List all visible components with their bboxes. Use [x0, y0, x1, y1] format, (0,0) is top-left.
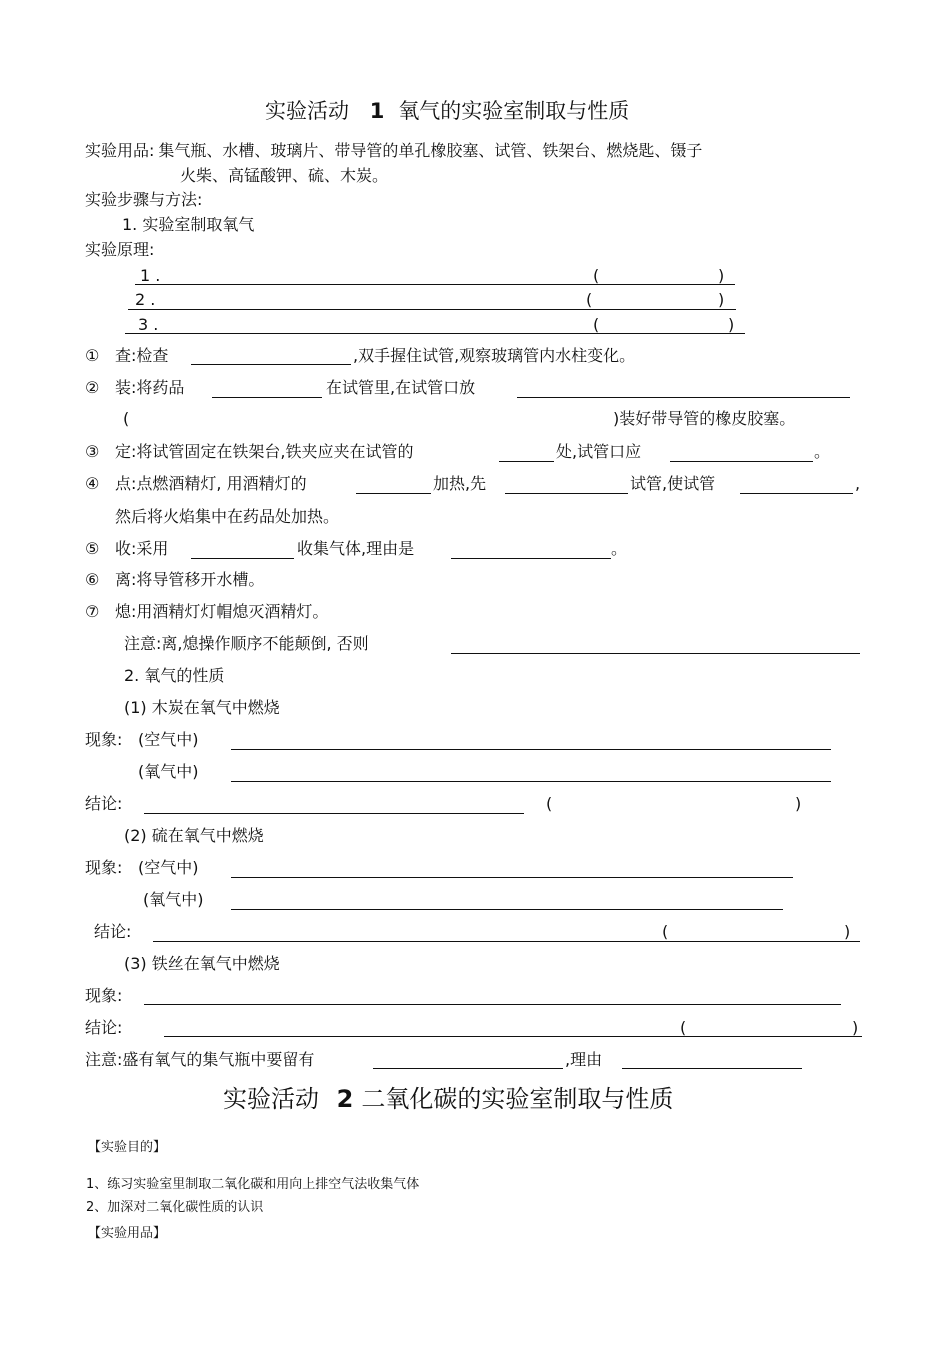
- step-1-text-b: ,双手握住试管,观察玻璃管内水柱变化。: [353, 346, 636, 365]
- step-2-text-c: )装好带导管的橡皮胶塞。: [613, 409, 796, 428]
- answer-blank[interactable]: [212, 397, 322, 398]
- phenomenon-label: 现象:: [85, 730, 123, 749]
- sub-heading-charcoal: (1) 木炭在氧气中燃烧: [124, 698, 280, 717]
- principle-item-1: 1 .: [140, 266, 161, 285]
- answer-blank[interactable]: [373, 1068, 563, 1069]
- paren-close: ): [795, 794, 802, 813]
- materials-line-1: [85, 141, 702, 161]
- title-prefix: 实验活动: [223, 1085, 319, 1113]
- title-text: 氧气的实验室制取与性质: [398, 99, 630, 123]
- answer-blank[interactable]: [191, 558, 294, 559]
- paren-open: (: [546, 794, 553, 813]
- answer-blank[interactable]: [231, 877, 793, 878]
- steps-label: 实验步骤与方法:: [85, 190, 203, 209]
- step-4-marker: ④: [85, 474, 100, 493]
- answer-blank[interactable]: [505, 493, 628, 494]
- title-activity-1: [265, 98, 629, 124]
- sub-heading-sulfur: (2) 硫在氧气中燃烧: [124, 826, 264, 845]
- answer-blank[interactable]: [153, 941, 860, 942]
- answer-blank[interactable]: [144, 1004, 841, 1005]
- step-2-text: 装:将药品: [115, 378, 185, 397]
- in-oxygen-label: (氧气中): [138, 762, 199, 781]
- principle-label: 实验原理:: [85, 240, 155, 259]
- step-5-text-b: 收集气体,理由是: [297, 539, 415, 558]
- answer-blank[interactable]: [499, 461, 554, 462]
- materials-label: 实验用品:: [85, 141, 155, 160]
- answer-blank[interactable]: [622, 1068, 802, 1069]
- step-4-text-c: 试管,使试管: [630, 474, 716, 493]
- purpose-heading: 【实验目的】: [88, 1140, 167, 1155]
- step-3-text-c: 。: [814, 442, 831, 461]
- phenomenon-label: 现象:: [85, 858, 123, 877]
- in-air-label: (空气中): [138, 730, 199, 749]
- step-4-text: 点:点燃酒精灯, 用酒精灯的: [115, 474, 307, 493]
- sub-heading-iron: (3) 铁丝在氧气中燃烧: [124, 954, 280, 973]
- step-4-text-b: 加热,先: [433, 474, 487, 493]
- principle-item-2: 2 .: [135, 290, 156, 309]
- section-heading-1: 1. 实验室制取氧气: [122, 215, 255, 234]
- step-2-text-b: 在试管里,在试管口放: [326, 378, 476, 397]
- answer-blank[interactable]: [128, 309, 736, 310]
- answer-blank[interactable]: [164, 1036, 862, 1037]
- answer-blank[interactable]: [451, 558, 611, 559]
- step-3-text-b: 处,试管口应: [556, 442, 642, 461]
- paren-open: (: [593, 266, 600, 285]
- paren-open: (: [662, 922, 669, 941]
- conclusion-label: 结论:: [85, 1018, 123, 1037]
- paren-close: ): [852, 1018, 859, 1037]
- answer-blank[interactable]: [191, 364, 351, 365]
- paren-close: ): [844, 922, 851, 941]
- step-6-marker: ⑥: [85, 570, 100, 589]
- answer-blank[interactable]: [356, 493, 431, 494]
- note-2: 注意:盛有氧气的集气瓶中要留有: [85, 1050, 315, 1069]
- title-number: 1: [369, 99, 385, 123]
- step-5-text: 收:采用: [115, 539, 169, 558]
- phenomenon-label: 现象:: [85, 986, 123, 1005]
- step-3-text: 定:将试管固定在铁架台,铁夹应夹在试管的: [115, 442, 414, 461]
- paren-open: (: [680, 1018, 687, 1037]
- principle-item-3: 3 .: [138, 315, 159, 334]
- paren-close: ): [728, 315, 735, 334]
- materials-heading: 【实验用品】: [88, 1226, 167, 1241]
- conclusion-label: 结论:: [94, 922, 132, 941]
- step-7-marker: ⑦: [85, 602, 100, 621]
- in-oxygen-label: (氧气中): [143, 890, 204, 909]
- in-air-label: (空气中): [138, 858, 199, 877]
- step-3-marker: ③: [85, 442, 100, 461]
- title-number: 2: [336, 1085, 354, 1113]
- step-2-marker: ②: [85, 378, 100, 397]
- note-1: 注意:离,熄操作顺序不能颠倒, 否则: [124, 634, 369, 653]
- materials-line-2: 火柴、高锰酸钾、硫、木炭。: [180, 166, 389, 185]
- answer-blank[interactable]: [125, 333, 745, 334]
- answer-blank[interactable]: [670, 461, 813, 462]
- answer-blank[interactable]: [231, 749, 831, 750]
- step-5-text-c: 。: [611, 539, 628, 558]
- title-prefix: 实验活动: [265, 99, 349, 123]
- step-6-text: 离:将导管移开水槽。: [115, 570, 265, 589]
- answer-blank[interactable]: [231, 909, 783, 910]
- conclusion-label: 结论:: [85, 794, 123, 813]
- step-4-text-e: 然后将火焰集中在药品处加热。: [115, 507, 340, 526]
- paren-open: (: [586, 290, 593, 309]
- answer-blank[interactable]: [135, 284, 735, 285]
- step-1-marker: ①: [85, 346, 100, 365]
- purpose-item-2: 2、加深对二氧化碳性质的认识: [86, 1200, 264, 1215]
- purpose-item-1: 1、练习实验室里制取二氧化碳和用向上排空气法收集气体: [86, 1177, 420, 1192]
- step-5-marker: ⑤: [85, 539, 100, 558]
- step-4-text-d: ,: [855, 474, 861, 493]
- answer-blank[interactable]: [740, 493, 853, 494]
- title-text: 二氧化碳的实验室制取与性质: [361, 1085, 674, 1113]
- paren-close: ): [718, 290, 725, 309]
- answer-blank[interactable]: [451, 653, 860, 654]
- materials-list: 集气瓶、水槽、玻璃片、带导管的单孔橡胶塞、试管、铁架台、燃烧匙、镊子: [158, 141, 703, 160]
- step-7-text: 熄:用酒精灯灯帽熄灭酒精灯。: [115, 602, 329, 621]
- paren-open: (: [593, 315, 600, 334]
- section-heading-2: 2. 氧气的性质: [124, 666, 225, 685]
- title-activity-2: [223, 1084, 673, 1114]
- paren-open: (: [123, 409, 130, 428]
- answer-blank[interactable]: [517, 397, 850, 398]
- answer-blank[interactable]: [144, 813, 524, 814]
- paren-close: ): [718, 266, 725, 285]
- note-2-reason: ,理由: [565, 1050, 603, 1069]
- step-1-text: 查:检查: [115, 346, 169, 365]
- answer-blank[interactable]: [231, 781, 831, 782]
